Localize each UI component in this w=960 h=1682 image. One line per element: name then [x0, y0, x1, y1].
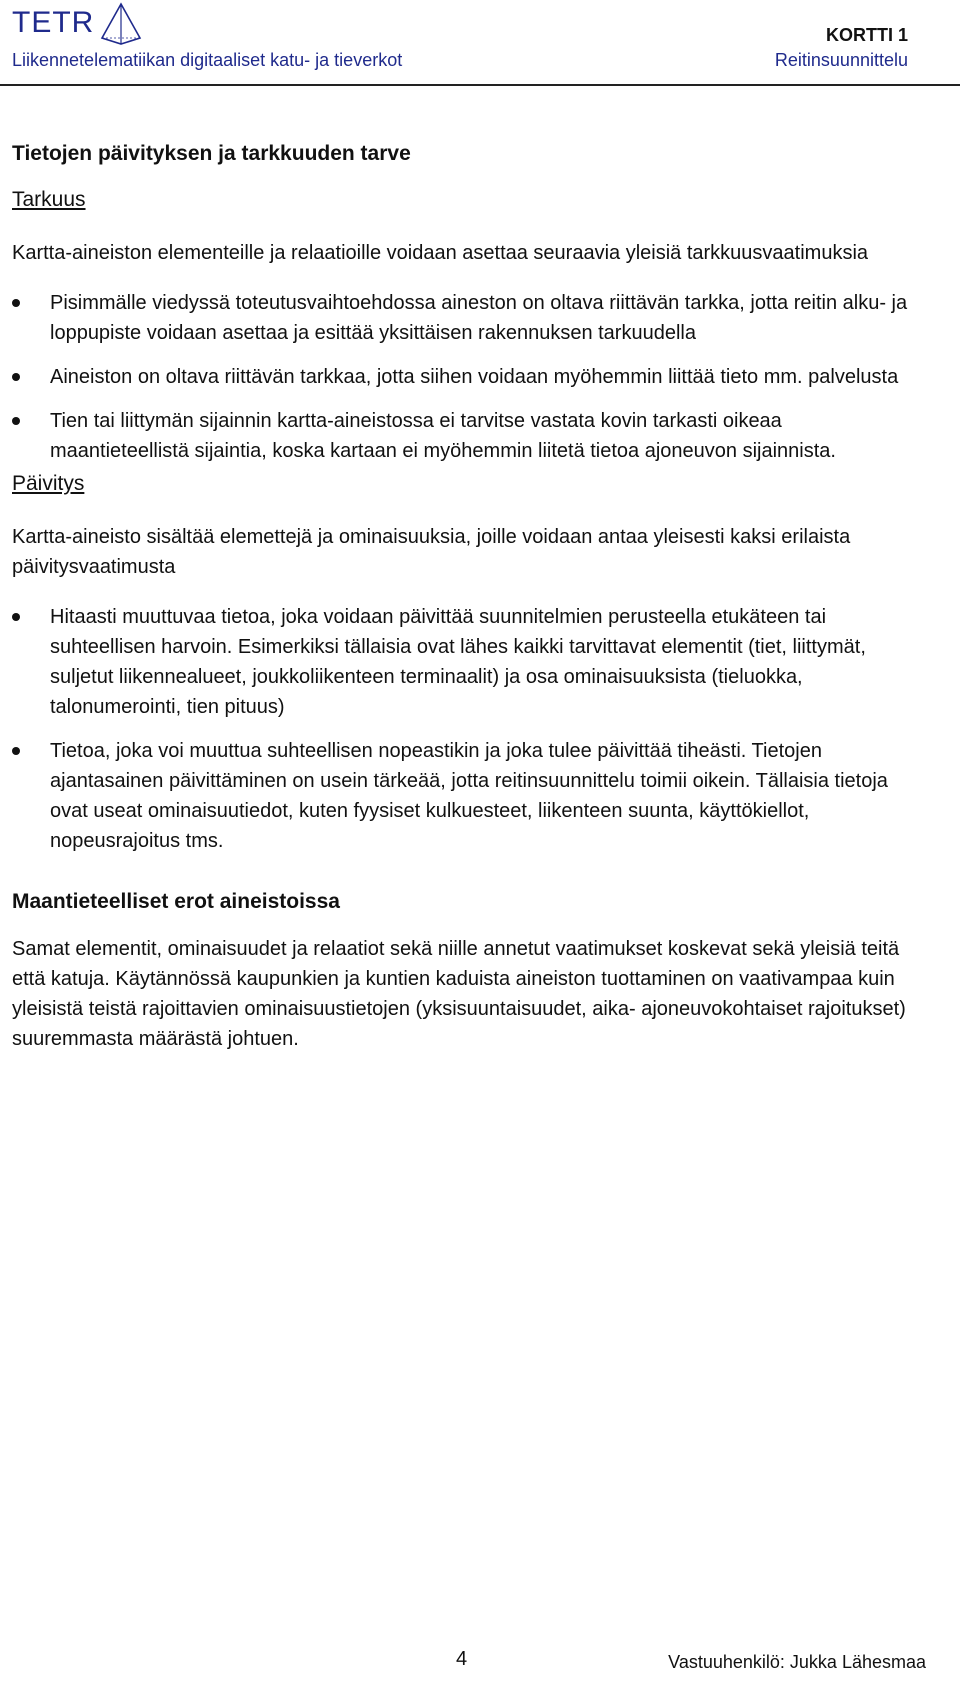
- pyramid-logo-icon: [98, 2, 144, 46]
- list-item: Hitaasti muuttuvaa tietoa, joka voidaan päivittää suunnitelmien perusteella etukäteen tai suhteellisen harvoin. Esimerkiksi tällaisia ovat lähes kaikki tarvittavat elementit (tiet, liittymät, suljetut liikennealueet, joukkoliikenteen terminaalit) ja osa ominaisuuksista (tieluokka, talonumerointi, tien pituus): [12, 602, 912, 722]
- bullet-icon: [12, 613, 20, 621]
- subheading-update: Päivitys: [12, 472, 85, 495]
- accuracy-intro: Kartta-aineiston elementeille ja relaatioille voidaan asettaa seuraavia yleisiä tarkkuusvaatimuksia: [12, 242, 869, 264]
- list-item: Aineiston on oltava riittävän tarkkaa, jotta siihen voidaan myöhemmin liittää tieto mm. palvelusta: [12, 362, 912, 392]
- card-title: KORTTI 1: [825, 25, 908, 45]
- page-number: 4: [456, 1648, 468, 1670]
- section-heading-update-accuracy: Tietojen päivityksen ja tarkkuuden tarve: [12, 142, 411, 165]
- geographic-paragraph: Samat elementit, ominaisuudet ja relaatiot sekä niille annetut vaatimukset koskevat sekä yleisiä teitä että katuja. Käytännössä kaupunkien ja kuntien kaduista aineiston tuottaminen on vaativampaa kuin yleisistä teistä rajoittavien ominaisuustietojen (yksisuuntaisuudet, aika- ajoneuvokohtaiset rajoitukset) suuremmasta määrästä johtuen.: [12, 938, 906, 1050]
- update-list: [12, 602, 912, 856]
- document-body: [12, 140, 912, 1074]
- list-item: Tietoa, joka voi muuttua suhteellisen nopeastikin ja joka tulee päivittää tiheästi. Tietojen ajantasainen päivittäminen on usein tärkeää, jotta reitinsuunnittelu toimii oikein. Tällaisia tietoja ovat useat ominaisuutiedot, kuten fyysiset kulkuesteet, liikenteen suunta, käyttökiellot, nopeusrajoitus tms.: [12, 736, 912, 856]
- bullet-icon: [12, 299, 20, 307]
- section-heading-geographic: Maantieteelliset erot aineistoissa: [12, 890, 340, 913]
- responsible-person: Vastuuhenkilö: Jukka Lähesmaa: [668, 1652, 926, 1672]
- bullet-icon: [12, 373, 20, 381]
- page-header: [0, 0, 960, 86]
- card-subtitle: Reitinsuunnittelu: [774, 50, 908, 70]
- list-item: Pisimmälle viedyssä toteutusvaihtoehdossa aineston on oltava riittävän tarkka, jotta reitin alku- ja loppupiste voidaan asettaa ja esittää yksittäisen rakennuksen tarkuudella: [12, 288, 912, 348]
- bullet-icon: [12, 747, 20, 755]
- list-item: Tien tai liittymän sijainnin kartta-aineistossa ei tarvitse vastata kovin tarkasti oikeaa maantieteellistä sijaintia, koska kartaan ei myöhemmin liitetä tietoa ajoneuvon sijainnista.: [12, 406, 912, 466]
- update-intro: Kartta-aineisto sisältää elemettejä ja ominaisuuksia, joille voidaan antaa yleisesti kaksi erilaista päivitysvaatimusta: [12, 526, 851, 578]
- logo-text: TETR: [12, 6, 95, 39]
- subheading-accuracy: Tarkuus: [12, 188, 86, 211]
- bullet-icon: [12, 417, 20, 425]
- accuracy-list: [12, 288, 912, 466]
- header-subtitle: Liikennetelematiikan digitaaliset katu- ja tieverkot: [12, 50, 403, 70]
